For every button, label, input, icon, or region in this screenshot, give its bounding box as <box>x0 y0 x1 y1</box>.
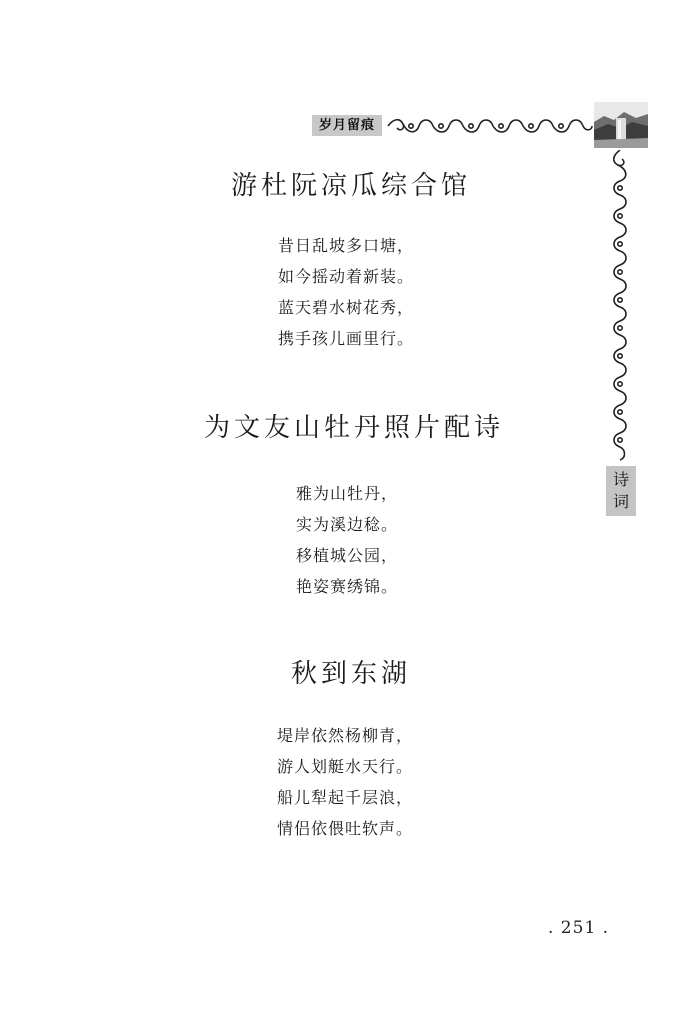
poem-lines <box>296 478 398 602</box>
waterfall-photo <box>594 102 648 148</box>
side-category-tab <box>606 466 636 516</box>
poem-line: 携手孩儿画里行。 <box>278 329 415 348</box>
side-tab-char: 诗 <box>612 470 629 489</box>
poem-line: 如今摇动着新装。 <box>278 267 415 286</box>
side-tab-char: 词 <box>612 492 629 511</box>
poem-line: 堤岸依然杨柳青， <box>277 726 414 745</box>
poem-line: 艳姿赛绣锦。 <box>296 577 399 596</box>
poem-line: 移植城公园， <box>296 546 399 565</box>
poem-lines <box>277 720 413 844</box>
side-ornament-border <box>608 150 632 462</box>
poem-line: 船儿犁起千层浪， <box>277 788 414 807</box>
poem-line: 昔日乱坡多口塘， <box>278 236 415 255</box>
poem-title: 秋到东湖 <box>291 659 412 689</box>
poem-line: 游人划艇水天行。 <box>277 757 414 776</box>
poem-lines <box>278 230 414 354</box>
section-tag: 岁月留痕 <box>312 115 382 136</box>
poem-title: 为文友山牡丹照片配诗 <box>204 413 505 443</box>
poem-title: 游杜阮凉瓜综合馆 <box>231 171 472 201</box>
poem-line: 蓝天碧水树花秀， <box>278 298 415 317</box>
poem-line: 雅为山牡丹， <box>296 484 399 503</box>
poem-line: 实为溪边稔。 <box>296 515 399 534</box>
page-number: . 251 . <box>548 918 610 938</box>
header-ornament-border <box>386 116 594 136</box>
poem-line: 情侣依偎吐软声。 <box>277 819 414 838</box>
